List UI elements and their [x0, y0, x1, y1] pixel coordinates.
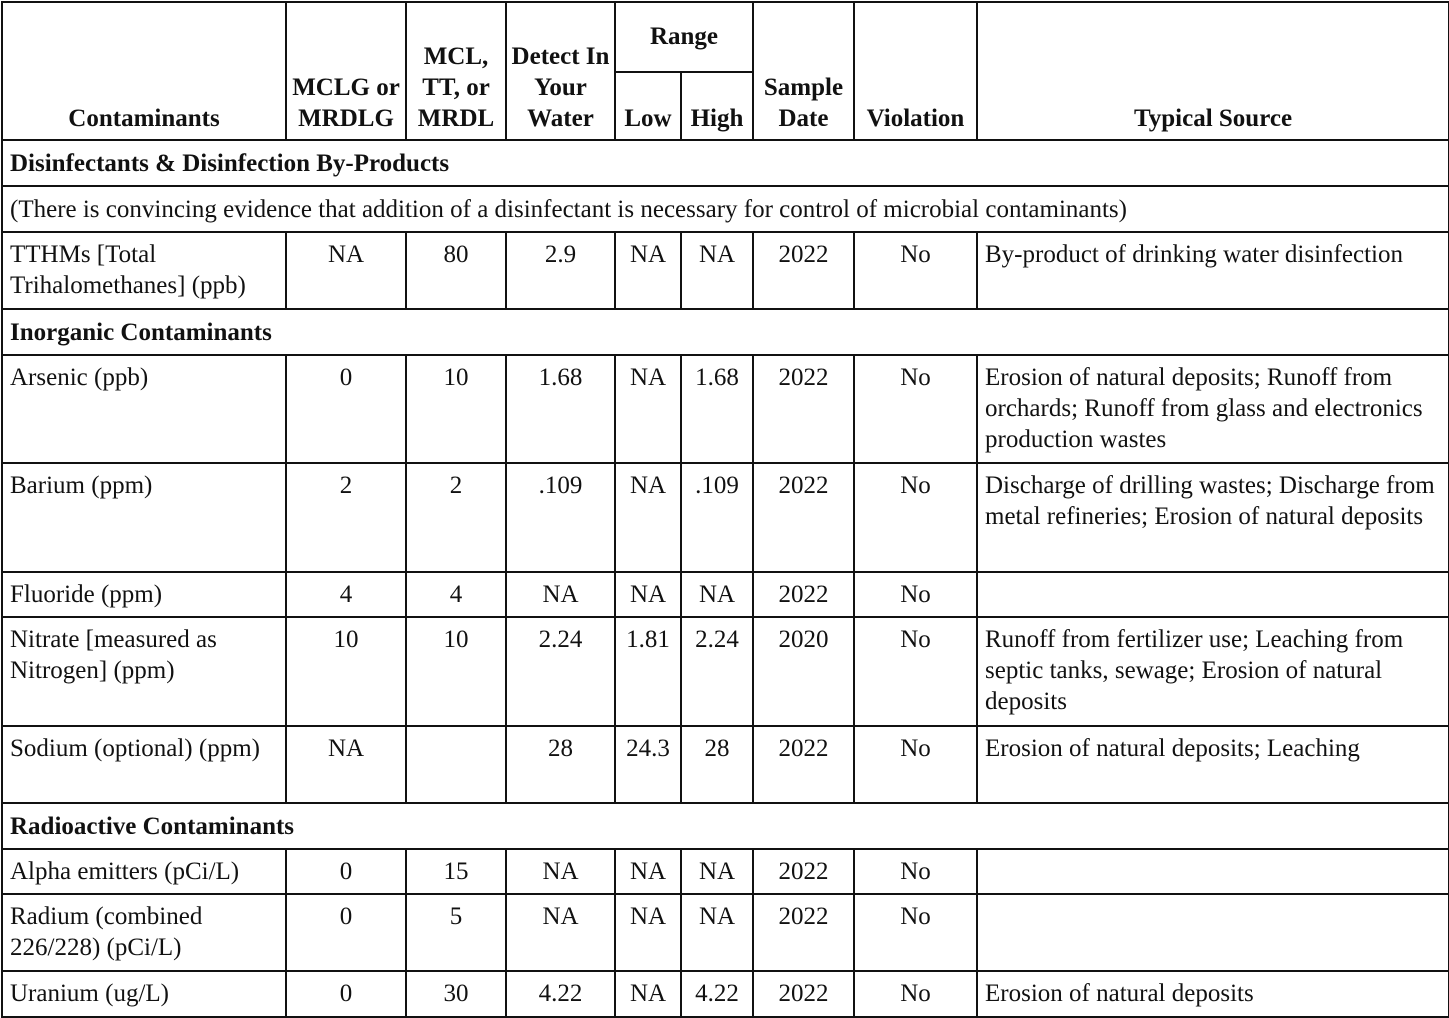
table-row: [2, 463, 1449, 572]
header-sample-date: Sample Date: [753, 2, 854, 140]
table-row: [2, 355, 1449, 463]
typical-source: Erosion of natural deposits; Runoff from orchards; Runoff from glass and electronics production wastes: [977, 355, 1449, 463]
section-note-row: [2, 186, 1449, 232]
range-low-value: NA: [615, 232, 681, 309]
range-low-value: NA: [615, 894, 681, 971]
typical-source: Discharge of drilling wastes; Discharge from metal refineries; Erosion of natural deposits: [977, 463, 1449, 572]
contaminant-name: Barium (ppm): [2, 463, 286, 572]
table-header: [2, 2, 1449, 140]
range-high-value: NA: [681, 894, 753, 971]
contaminant-name: TTHMs [Total Trihalomethanes] (ppb): [2, 232, 286, 309]
contaminant-name: Sodium (optional) (ppm): [2, 726, 286, 803]
mclg-value: 10: [286, 617, 406, 726]
table-body: [2, 140, 1449, 1017]
range-high-value: NA: [681, 849, 753, 894]
header-mclg: MCLG or MRDLG: [286, 2, 406, 140]
typical-source: [977, 572, 1449, 617]
sample-date: 2022: [753, 726, 854, 803]
violation-value: No: [854, 572, 977, 617]
sample-date: 2022: [753, 894, 854, 971]
sample-date: 2022: [753, 849, 854, 894]
table-row: [2, 894, 1449, 971]
header-typical-source: Typical Source: [977, 2, 1449, 140]
contaminant-name: Arsenic (ppb): [2, 355, 286, 463]
contaminants-table: [1, 1, 1449, 1018]
range-low-value: NA: [615, 849, 681, 894]
detect-value: 28: [506, 726, 615, 803]
range-low-value: NA: [615, 355, 681, 463]
typical-source: By-product of drinking water disinfection: [977, 232, 1449, 309]
typical-source: [977, 849, 1449, 894]
violation-value: No: [854, 849, 977, 894]
header-detect: Detect In Your Water: [506, 2, 615, 140]
header-contaminants: Contaminants: [2, 2, 286, 140]
detect-value: 2.9: [506, 232, 615, 309]
mcl-value: 15: [406, 849, 506, 894]
range-low-value: NA: [615, 572, 681, 617]
range-high-value: 1.68: [681, 355, 753, 463]
violation-value: No: [854, 355, 977, 463]
range-low-value: 1.81: [615, 617, 681, 726]
section-note: (There is convincing evidence that addition of a disinfectant is necessary for control of microbial contaminants): [2, 186, 1449, 232]
mclg-value: NA: [286, 232, 406, 309]
range-high-value: 4.22: [681, 971, 753, 1017]
contaminant-name: Alpha emitters (pCi/L): [2, 849, 286, 894]
range-low-value: NA: [615, 463, 681, 572]
typical-source: Runoff from fertilizer use; Leaching from septic tanks, sewage; Erosion of natural deposits: [977, 617, 1449, 726]
table-row: [2, 232, 1449, 309]
section-title: Radioactive Contaminants: [2, 803, 1449, 849]
contaminant-name: Nitrate [measured as Nitrogen] (ppm): [2, 617, 286, 726]
violation-value: No: [854, 726, 977, 803]
range-high-value: NA: [681, 572, 753, 617]
range-high-value: 2.24: [681, 617, 753, 726]
typical-source: [977, 894, 1449, 971]
mclg-value: 2: [286, 463, 406, 572]
mcl-value: 10: [406, 355, 506, 463]
typical-source: Erosion of natural deposits: [977, 971, 1449, 1017]
mcl-value: [406, 726, 506, 803]
header-range-low: Low: [615, 72, 681, 140]
mcl-value: 80: [406, 232, 506, 309]
sample-date: 2022: [753, 971, 854, 1017]
mcl-value: 4: [406, 572, 506, 617]
mclg-value: 0: [286, 894, 406, 971]
sample-date: 2022: [753, 463, 854, 572]
violation-value: No: [854, 463, 977, 572]
mcl-value: 10: [406, 617, 506, 726]
violation-value: No: [854, 894, 977, 971]
table-row: [2, 971, 1449, 1017]
detect-value: 1.68: [506, 355, 615, 463]
mclg-value: 0: [286, 849, 406, 894]
mcl-value: 30: [406, 971, 506, 1017]
table-row: [2, 726, 1449, 803]
detect-value: 2.24: [506, 617, 615, 726]
mclg-value: 4: [286, 572, 406, 617]
typical-source: Erosion of natural deposits; Leaching: [977, 726, 1449, 803]
detect-value: NA: [506, 849, 615, 894]
range-low-value: NA: [615, 971, 681, 1017]
header-violation: Violation: [854, 2, 977, 140]
header-range: Range: [615, 2, 753, 72]
detect-value: NA: [506, 572, 615, 617]
sample-date: 2022: [753, 572, 854, 617]
detect-value: 4.22: [506, 971, 615, 1017]
detect-value: .109: [506, 463, 615, 572]
header-range-high: High: [681, 72, 753, 140]
sample-date: 2022: [753, 355, 854, 463]
section-title: Inorganic Contaminants: [2, 309, 1449, 355]
contaminant-name: Fluoride (ppm): [2, 572, 286, 617]
violation-value: No: [854, 971, 977, 1017]
detect-value: NA: [506, 894, 615, 971]
table-row: [2, 849, 1449, 894]
range-high-value: NA: [681, 232, 753, 309]
range-low-value: 24.3: [615, 726, 681, 803]
section-row: [2, 803, 1449, 849]
sample-date: 2020: [753, 617, 854, 726]
contaminant-name: Radium (combined 226/228) (pCi/L): [2, 894, 286, 971]
section-row: [2, 309, 1449, 355]
contaminant-name: Uranium (ug/L): [2, 971, 286, 1017]
range-high-value: 28: [681, 726, 753, 803]
mcl-value: 2: [406, 463, 506, 572]
header-mcl: MCL, TT, or MRDL: [406, 2, 506, 140]
violation-value: No: [854, 617, 977, 726]
violation-value: No: [854, 232, 977, 309]
table-row: [2, 572, 1449, 617]
mclg-value: 0: [286, 355, 406, 463]
mcl-value: 5: [406, 894, 506, 971]
section-title: Disinfectants & Disinfection By-Products: [2, 140, 1449, 186]
mclg-value: NA: [286, 726, 406, 803]
mclg-value: 0: [286, 971, 406, 1017]
section-row: [2, 140, 1449, 186]
sample-date: 2022: [753, 232, 854, 309]
range-high-value: .109: [681, 463, 753, 572]
table-row: [2, 617, 1449, 726]
